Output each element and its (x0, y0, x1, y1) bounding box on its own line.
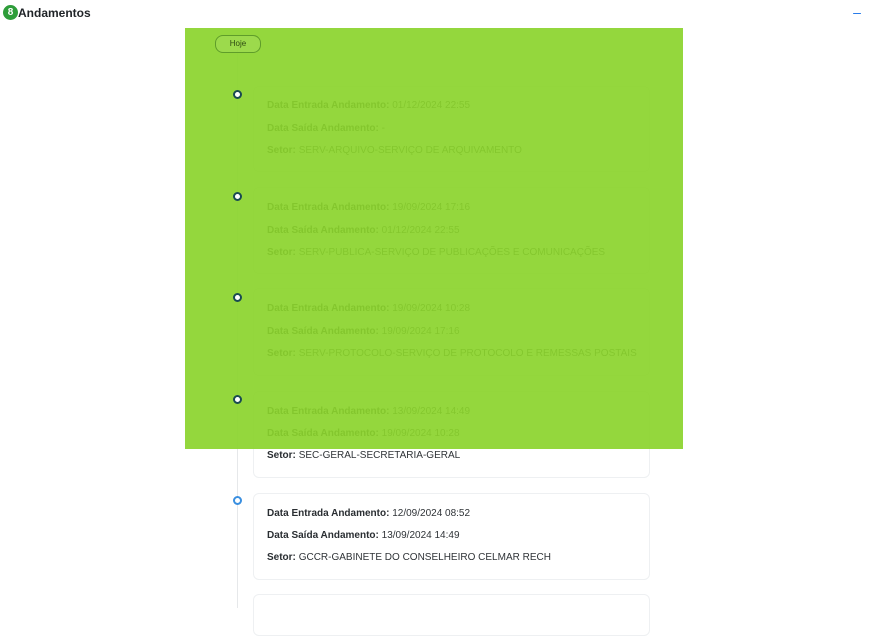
timeline-card (253, 493, 650, 580)
saida-value: 13/09/2024 14:49 (381, 530, 460, 541)
highlight-overlay (185, 28, 683, 449)
setor-label: Setor: (267, 552, 296, 563)
saida-line (267, 530, 460, 541)
saida-label: Data Saída Andamento: (267, 530, 379, 541)
section-title: Andamentos (18, 6, 91, 20)
entrada-line (267, 508, 470, 519)
entrada-label: Data Entrada Andamento: (267, 508, 390, 519)
collapse-button[interactable]: – (853, 4, 861, 20)
setor-label: Setor: (267, 450, 296, 461)
entrada-value: 12/09/2024 08:52 (392, 508, 471, 519)
section-header (0, 0, 885, 26)
count-badge: 8 (3, 5, 18, 20)
setor-line (267, 552, 551, 563)
setor-line (267, 450, 460, 461)
timeline-dot (233, 395, 242, 404)
timeline-dot (233, 293, 242, 302)
timeline-dot (233, 192, 242, 201)
setor-value: SEC-GERAL-SECRETARIA-GERAL (298, 450, 461, 461)
timeline-card-partial (253, 594, 650, 636)
today-marker: Hoje (215, 35, 261, 53)
setor-value: GCCR-GABINETE DO CONSELHEIRO CELMAR RECH (298, 552, 551, 563)
timeline-dot (233, 90, 242, 99)
timeline-dot (233, 496, 242, 505)
